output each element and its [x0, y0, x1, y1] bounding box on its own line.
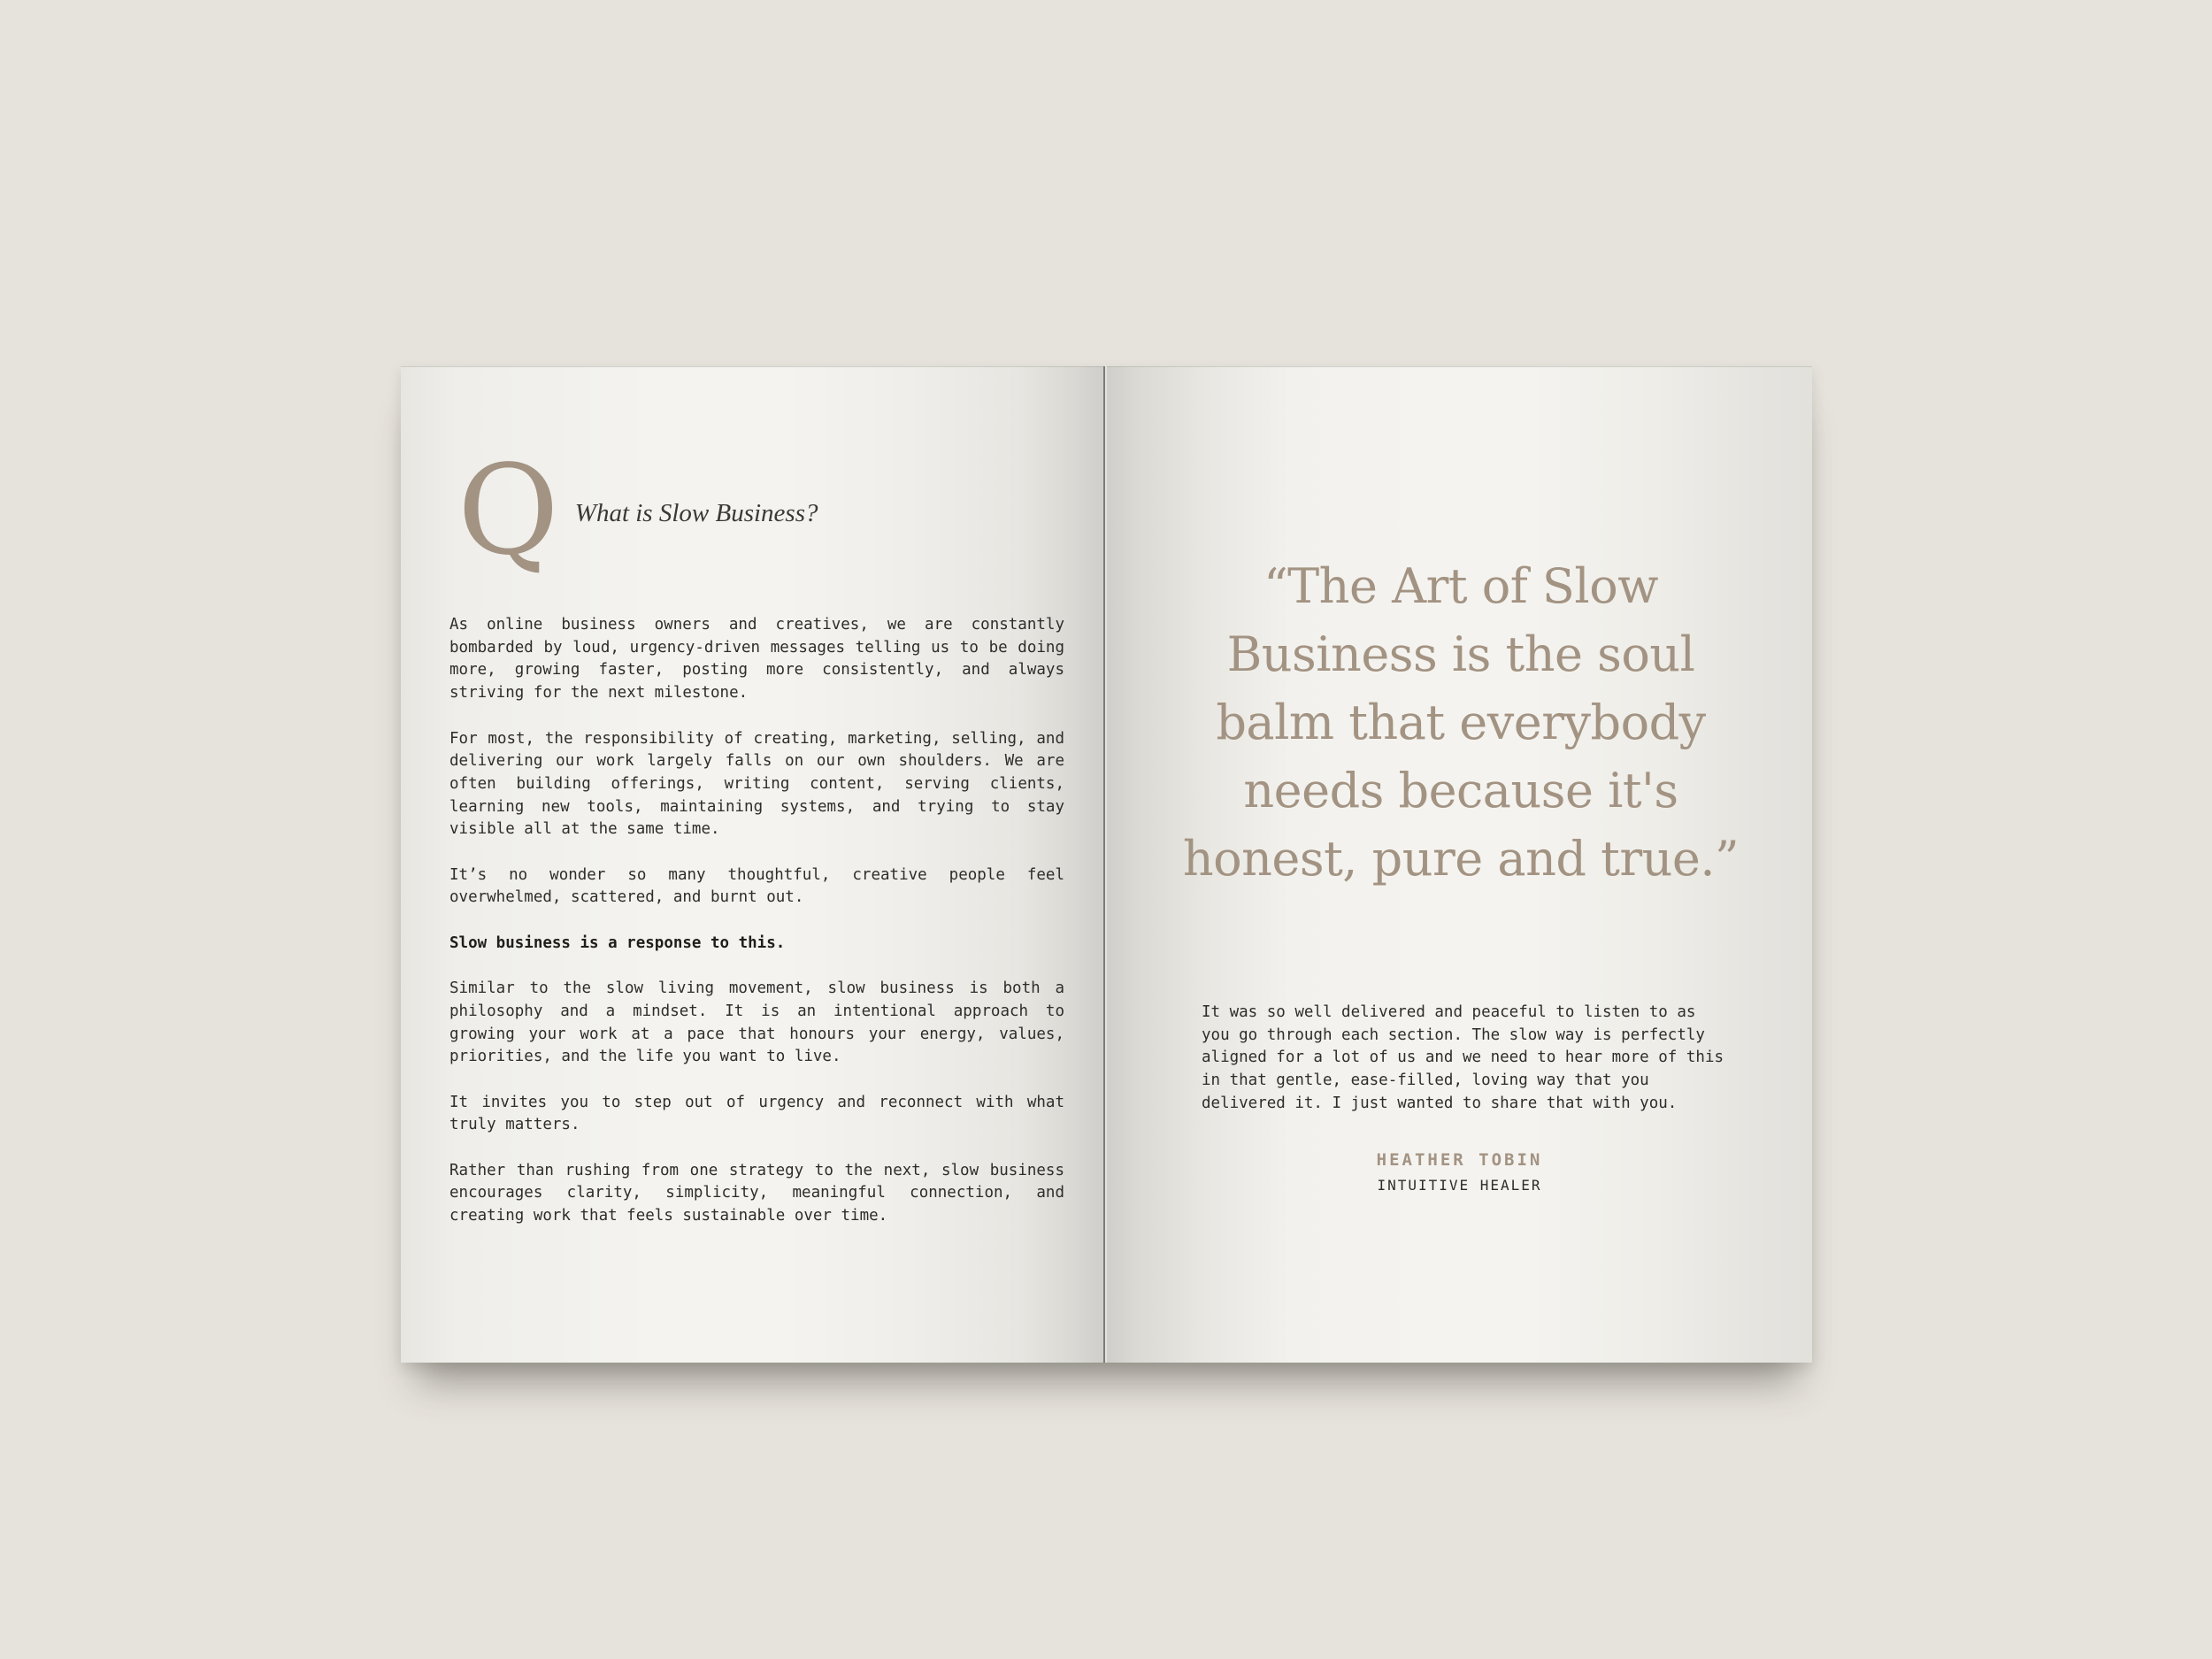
open-book-spread	[401, 366, 1812, 1363]
left-page	[401, 366, 1105, 1363]
testimonial-author-name: HEATHER TOBIN	[1376, 1150, 1543, 1170]
pull-quote: “The Art of Slow Business is the soul balm that everybody needs because it's honest, pure and true.”	[1182, 558, 1740, 887]
q-drop-letter: Q	[457, 439, 559, 583]
paragraph-2: For most, the responsibility of creating, marketing, selling, and delivering our work largely falls on our own shoulders. We are often building offerings, writing content, serving clients, learning new tools, maintaining systems, and trying to stay visible all at the same time.	[449, 729, 1064, 839]
paragraph-5: Similar to the slow living movement, slow business is both a philosophy and a mindset. It is an intentional approach to growing your work at a pace that honours your energy, values, priorities, and the life you want to live.	[449, 979, 1064, 1066]
testimonial-text: It was so well delivered and peaceful to listen to as you go through each section. The slow way is perfectly aligned for a lot of us and we need to hear more of this in that gentle, ease-filled, loving way that you delivered it. I just wanted to share that with you.	[1202, 1003, 1724, 1112]
page-edge	[1107, 366, 1812, 367]
testimonial-author-role: INTUITIVE HEALER	[1377, 1177, 1542, 1194]
paragraph-6: It invites you to step out of urgency and reconnect with what truly matters.	[449, 1093, 1064, 1134]
question-title: What is Slow Business?	[574, 498, 818, 527]
paragraph-3: It’s no wonder so many thoughtful, creative people feel overwhelmed, scattered, and burnt out.	[449, 865, 1064, 907]
body-text	[449, 614, 1064, 1251]
paragraph-1: As online business owners and creatives, we are constantly bombarded by loud, urgency-driven messages telling us to be doing more, growing faster, posting more consistently, and always striving for the next milestone.	[449, 616, 1064, 703]
paragraph-4-bold: Slow business is a response to this.	[449, 933, 786, 952]
right-page	[1107, 366, 1812, 1363]
paragraph-7: Rather than rushing from one strategy to the next, slow business encourages clarity, simplicity, meaningful connection, and creating work that feels sustainable over time.	[449, 1161, 1064, 1225]
question-heading	[457, 439, 818, 583]
page-edge	[401, 366, 1103, 367]
